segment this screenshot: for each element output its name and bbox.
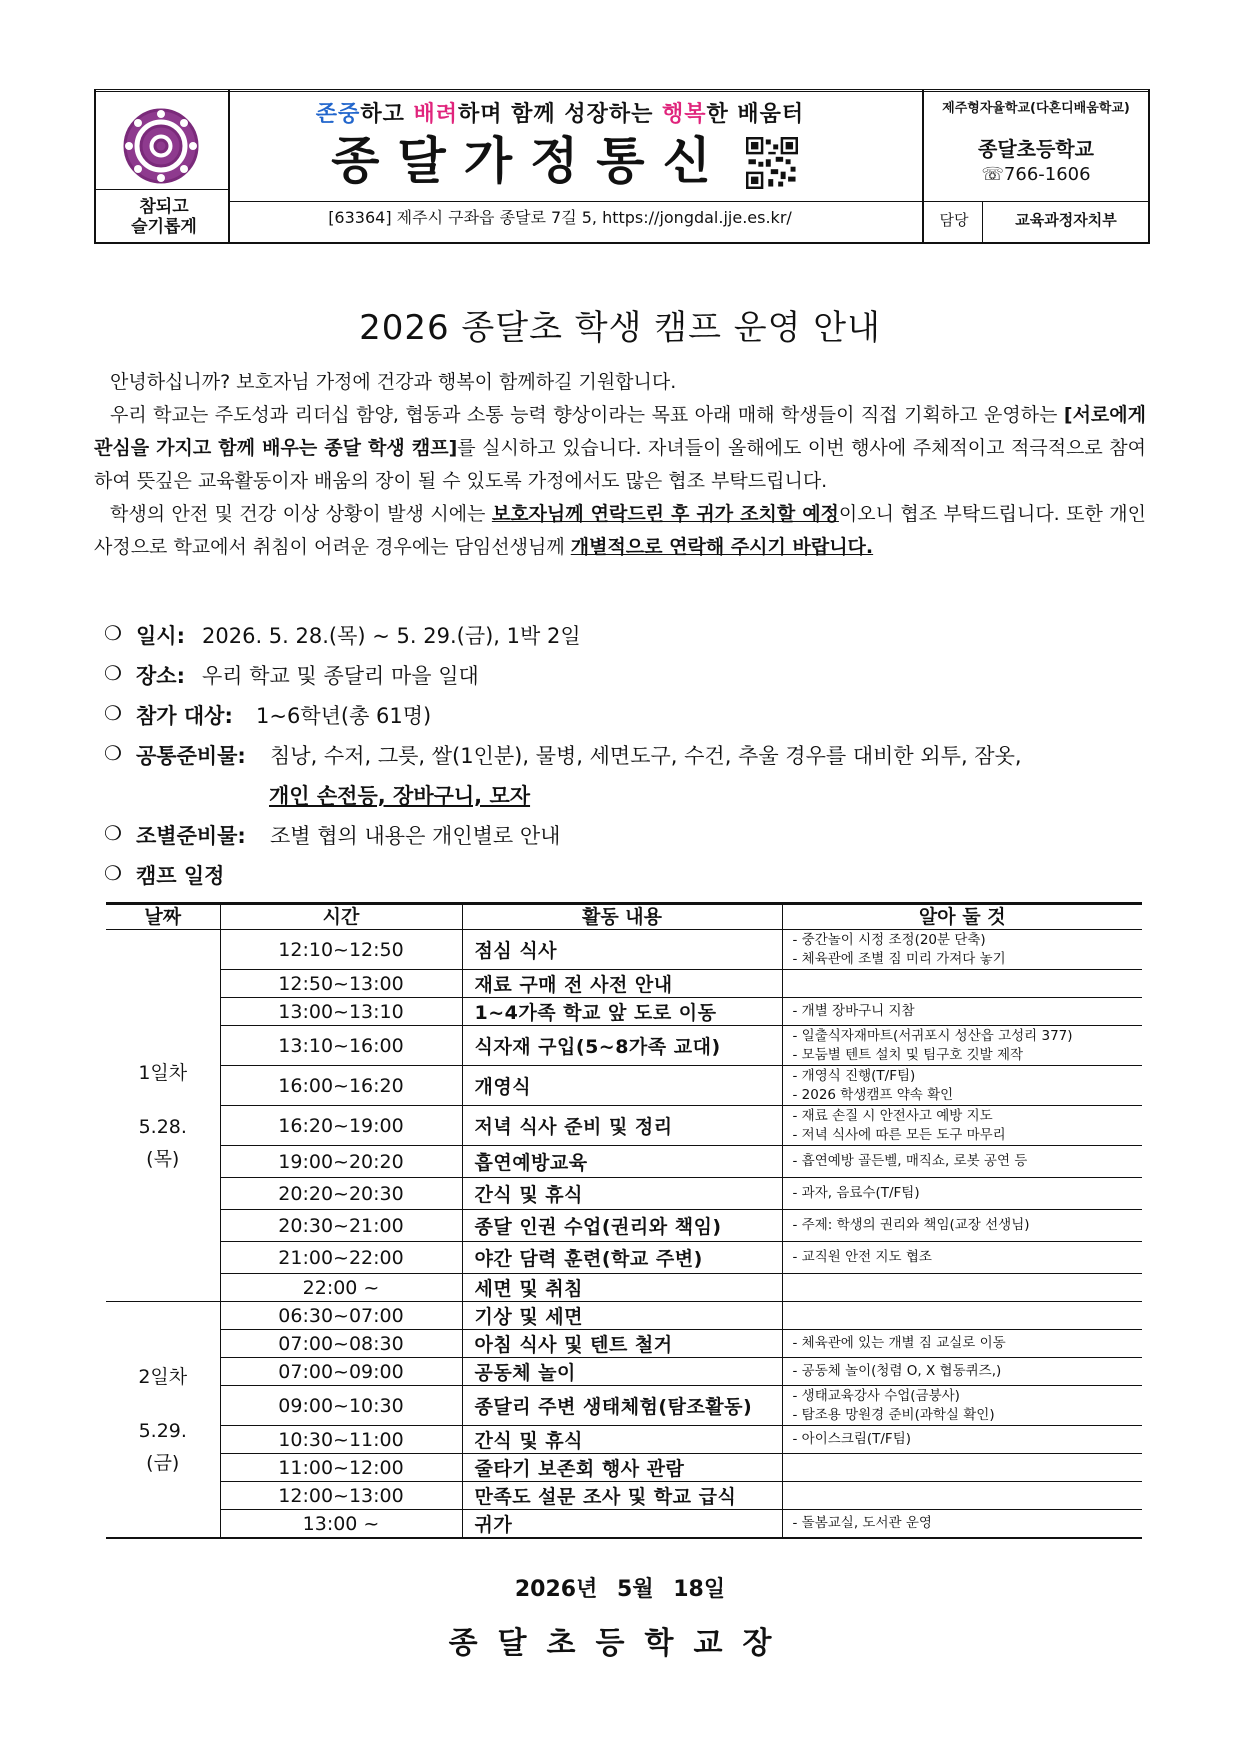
table-row xyxy=(106,1482,1142,1510)
note-line: - 생태교육강사 수업(금붕사) xyxy=(792,1387,960,1404)
notes-cell xyxy=(782,1274,1142,1302)
table-row xyxy=(106,970,1142,998)
column-header-notes: 알아 둘 것 xyxy=(782,904,1142,930)
table-header-row xyxy=(106,904,1142,930)
info-value: 침낭, 수저, 그릇, 쌀(1인분), 물병, 세면도구, 수건, 추울 경우를 대비한 외투, 잠옷, xyxy=(270,744,1022,768)
activity-cell: 간식 및 휴식 xyxy=(462,1426,782,1454)
intro-paragraph xyxy=(94,399,1146,498)
table-row xyxy=(106,998,1142,1026)
contact-emphasis: 개별적으로 연락해 주시기 바랍니다. xyxy=(570,536,874,558)
bullet-icon: ❍ xyxy=(104,621,122,645)
school-name: 종달초등학교 xyxy=(978,137,1094,161)
day-text xyxy=(106,1393,220,1415)
table-row xyxy=(106,1178,1142,1210)
school-address: [63364] 제주시 구좌읍 종달로 7길 5, https://jongdal.jje.es.kr/ xyxy=(328,208,792,227)
slogan-segment: 행복 xyxy=(662,102,707,127)
table-row xyxy=(106,1302,1142,1330)
header-bottom-border xyxy=(94,242,1148,244)
table-row xyxy=(106,1210,1142,1242)
newsletter-header xyxy=(94,89,1148,244)
activity-cell: 저녁 식사 준비 및 정리 xyxy=(462,1106,782,1146)
notes-cell xyxy=(782,1454,1142,1482)
notes-cell xyxy=(782,1066,1142,1106)
activity-cell: 야간 담력 훈련(학교 주변) xyxy=(462,1242,782,1274)
newsletter-title: 종달가정통신 xyxy=(331,132,729,190)
time-cell: 11:00~12:00 xyxy=(220,1454,462,1482)
header-divider xyxy=(922,89,924,244)
day-cell xyxy=(106,1302,220,1539)
time-cell: 16:20~19:00 xyxy=(220,1106,462,1146)
column-header-time: 시간 xyxy=(220,904,462,930)
note-line: - 주제: 학생의 권리와 책임(교장 선생님) xyxy=(792,1217,1030,1233)
notes-cell xyxy=(782,1302,1142,1330)
notes-cell xyxy=(782,1330,1142,1358)
note-line: - 흡연예방 골든벨, 매직쇼, 로봇 공연 등 xyxy=(792,1153,1028,1169)
header-divider xyxy=(922,201,1148,202)
table-row xyxy=(106,1330,1142,1358)
notes-cell xyxy=(782,1426,1142,1454)
info-value: 우리 학교 및 종달리 마을 일대 xyxy=(202,664,479,688)
camp-name-emphasis: [서로에게 관심을 가지고 함께 배우는 종달 학생 캠프] xyxy=(94,404,1146,459)
slogan-segment: 한 배움터 xyxy=(706,102,805,127)
activity-cell: 식자재 구입(5~8가족 교대) xyxy=(462,1026,782,1066)
document-title: 2026 종달초 학생 캠프 운영 안내 xyxy=(359,308,881,348)
note-line: - 돌봄교실, 도서관 운영 xyxy=(792,1515,932,1531)
bullet-icon: ❍ xyxy=(104,661,122,685)
notes-cell xyxy=(782,1146,1142,1178)
table-row xyxy=(106,1358,1142,1386)
school-phone: ☏766-1606 xyxy=(981,164,1091,185)
slogan-segment: 하고 xyxy=(360,102,414,127)
activity-cell: 줄타기 보존회 행사 관람 xyxy=(462,1454,782,1482)
activity-cell: 만족도 설문 조사 및 학교 급식 xyxy=(462,1482,782,1510)
notes-cell xyxy=(782,1242,1142,1274)
note-line: - 개별 장바구니 지참 xyxy=(792,1003,915,1019)
activity-cell: 개영식 xyxy=(462,1066,782,1106)
activity-cell: 재료 구매 전 사전 안내 xyxy=(462,970,782,998)
safety-text-segment: 이오니 협조 부탁드립니다. 또한 개인 사정으로 학교에서 취침이 어려운 경우에는 담임선생님께 xyxy=(94,503,1146,558)
time-cell: 20:30~21:00 xyxy=(220,1210,462,1242)
table-row xyxy=(106,1066,1142,1106)
info-value: 조별 협의 내용은 개인별로 안내 xyxy=(270,824,561,848)
info-label: 공통준비물: xyxy=(136,744,246,768)
day-text xyxy=(106,1089,220,1111)
intro-text xyxy=(94,366,1146,564)
notes-cell xyxy=(782,930,1142,970)
activity-cell: 간식 및 휴식 xyxy=(462,1178,782,1210)
activity-cell: 세면 및 취침 xyxy=(462,1274,782,1302)
day-text: 5.28. xyxy=(138,1115,187,1138)
table-row xyxy=(106,1242,1142,1274)
info-label: 캠프 일정 xyxy=(136,864,225,888)
table-row xyxy=(106,1510,1142,1539)
camp-schedule-table xyxy=(106,902,1142,1539)
note-line: - 일출식자재마트(서귀포시 성산읍 고성리 377) xyxy=(792,1027,1073,1044)
school-slogan xyxy=(230,97,890,128)
info-value: 2026. 5. 28.(목) ~ 5. 29.(금), 1박 2일 xyxy=(202,624,581,648)
note-line: - 저녁 식사에 따른 모든 도구 마무리 xyxy=(792,1126,1006,1143)
qr-code-icon xyxy=(746,137,798,189)
activity-cell: 귀가 xyxy=(462,1510,782,1539)
notes-cell xyxy=(782,1386,1142,1426)
department-name: 교육과정자치부 xyxy=(1015,211,1117,229)
column-header-activity: 활동 내용 xyxy=(462,904,782,930)
note-line: - 2026 학생캠프 약속 확인 xyxy=(792,1086,954,1103)
time-cell: 12:10~12:50 xyxy=(220,930,462,970)
bullet-icon: ❍ xyxy=(104,741,122,765)
time-cell: 12:00~13:00 xyxy=(220,1482,462,1510)
info-label: 일시: xyxy=(136,624,185,648)
time-cell: 16:00~16:20 xyxy=(220,1066,462,1106)
notes-cell xyxy=(782,970,1142,998)
info-value: 1~6학년(총 61명) xyxy=(256,704,432,728)
notes-cell xyxy=(782,1510,1142,1539)
time-cell: 12:50~13:00 xyxy=(220,970,462,998)
activity-cell: 흡연예방교육 xyxy=(462,1146,782,1178)
issue-date: 2026년 5월 18일 xyxy=(514,1577,726,1602)
note-line: - 아이스크림(T/F팀) xyxy=(792,1431,912,1447)
notes-cell xyxy=(782,1106,1142,1146)
header-divider xyxy=(1148,89,1150,244)
note-line: - 모둠별 텐트 설치 및 팀구호 깃발 제작 xyxy=(792,1046,1024,1063)
notes-cell xyxy=(782,1026,1142,1066)
notes-cell xyxy=(782,998,1142,1026)
notes-cell xyxy=(782,1358,1142,1386)
activity-cell: 종달 인권 수업(권리와 책임) xyxy=(462,1210,782,1242)
time-cell: 22:00 ~ xyxy=(220,1274,462,1302)
header-divider xyxy=(228,201,922,202)
time-cell: 13:00~13:10 xyxy=(220,998,462,1026)
activity-cell: 점심 식사 xyxy=(462,930,782,970)
info-value-emphasis: 개인 손전등, 장바구니, 모자 xyxy=(269,784,531,808)
time-cell: 10:30~11:00 xyxy=(220,1426,462,1454)
table-row xyxy=(106,930,1142,970)
intro-greeting: 안녕하십니까? 보호자님 가정에 건강과 행복이 함께하길 기원합니다. xyxy=(110,371,677,393)
slogan-segment: 존중 xyxy=(315,102,361,127)
note-line: - 체육관에 조별 짐 미리 가져다 놓기 xyxy=(792,950,1006,967)
activity-cell: 종달리 주변 생태체험(탐조활동) xyxy=(462,1386,782,1426)
day-text: 5.29. xyxy=(138,1419,187,1442)
note-line: - 체육관에 있는 개별 짐 교실로 이동 xyxy=(792,1335,1006,1351)
note-line: - 공동체 놀이(청렴 O, X 협동퀴즈,) xyxy=(792,1363,1002,1379)
table-row xyxy=(106,1426,1142,1454)
header-divider xyxy=(94,89,96,244)
schedule-body xyxy=(106,930,1142,1539)
slogan-segment: 배려 xyxy=(413,102,458,127)
notes-cell xyxy=(782,1482,1142,1510)
slogan-segment: 하며 함께 성장하는 xyxy=(458,102,662,127)
bullet-icon: ❍ xyxy=(104,701,122,725)
day-text: 1일차 xyxy=(138,1061,188,1084)
info-label: 조별준비물: xyxy=(136,824,246,848)
note-line: - 탐조용 망원경 준비(과학실 확인) xyxy=(792,1406,995,1423)
school-motto: 참되고 슬기롭게 xyxy=(131,197,197,237)
safety-text-segment: 학생의 안전 및 건강 이상 상황이 발생 시에는 xyxy=(110,503,492,525)
note-line: - 과자, 음료수(T/F팀) xyxy=(792,1185,920,1201)
header-divider xyxy=(94,189,228,190)
activity-cell: 아침 식사 및 텐트 철거 xyxy=(462,1330,782,1358)
department-label: 담당 xyxy=(939,211,969,229)
column-header-date: 날짜 xyxy=(106,904,220,930)
activity-cell: 기상 및 세면 xyxy=(462,1302,782,1330)
day-text: 2일차 xyxy=(138,1365,188,1388)
table-row xyxy=(106,1386,1142,1426)
note-line: - 중간놀이 시정 조정(20분 단축) xyxy=(792,931,986,948)
header-divider xyxy=(982,201,983,244)
intro-text-segment: 를 실시하고 있습니다. 자녀들이 올해에도 이번 행사에 주체적이고 적극적으로 참여하여 뜻깊은 교육활동이자 배움의 장이 될 수 있도록 가정에서도 많은 협조 부탁드립니다. xyxy=(94,437,1146,492)
time-cell: 19:00~20:20 xyxy=(220,1146,462,1178)
activity-cell: 공동체 놀이 xyxy=(462,1358,782,1386)
time-cell: 06:30~07:00 xyxy=(220,1302,462,1330)
time-cell: 21:00~22:00 xyxy=(220,1242,462,1274)
bullet-icon: ❍ xyxy=(104,861,122,885)
activity-cell: 1~4가족 학교 앞 도로 이동 xyxy=(462,998,782,1026)
intro-text-segment: 우리 학교는 주도성과 리더십 함양, 협동과 소통 능력 향상이라는 목표 아래 매해 학생들이 직접 기획하고 운영하는 xyxy=(110,404,1064,426)
safety-paragraph xyxy=(94,498,1146,564)
time-cell: 20:20~20:30 xyxy=(220,1178,462,1210)
table-row xyxy=(106,1454,1142,1482)
school-emblem-icon xyxy=(120,105,202,187)
header-top-border xyxy=(94,89,1148,92)
school-type: 제주형자율학교(다혼디배움학교) xyxy=(942,101,1130,116)
day-text: (목) xyxy=(146,1147,180,1170)
note-line: - 재료 손질 시 안전사고 예방 지도 xyxy=(792,1107,993,1124)
table-row xyxy=(106,1106,1142,1146)
table-row xyxy=(106,1146,1142,1178)
day-cell xyxy=(106,930,220,1302)
note-line: - 개영식 진행(T/F팀) xyxy=(792,1067,916,1084)
note-line: - 교직원 안전 지도 협조 xyxy=(792,1249,932,1265)
info-label: 장소: xyxy=(136,664,185,688)
time-cell: 07:00~09:00 xyxy=(220,1358,462,1386)
principal-signature: 종달초등학교장 xyxy=(448,1626,792,1661)
safety-emphasis: 보호자님께 연락드린 후 귀가 조치할 예정 xyxy=(491,503,839,525)
time-cell: 13:00 ~ xyxy=(220,1510,462,1539)
table-row xyxy=(106,1026,1142,1066)
info-label: 참가 대상: xyxy=(136,704,233,728)
time-cell: 07:00~08:30 xyxy=(220,1330,462,1358)
table-row xyxy=(106,1274,1142,1302)
day-text: (금) xyxy=(146,1451,180,1474)
notes-cell xyxy=(782,1178,1142,1210)
bullet-icon: ❍ xyxy=(104,821,122,845)
time-cell: 13:10~16:00 xyxy=(220,1026,462,1066)
time-cell: 09:00~10:30 xyxy=(220,1386,462,1426)
notes-cell xyxy=(782,1210,1142,1242)
